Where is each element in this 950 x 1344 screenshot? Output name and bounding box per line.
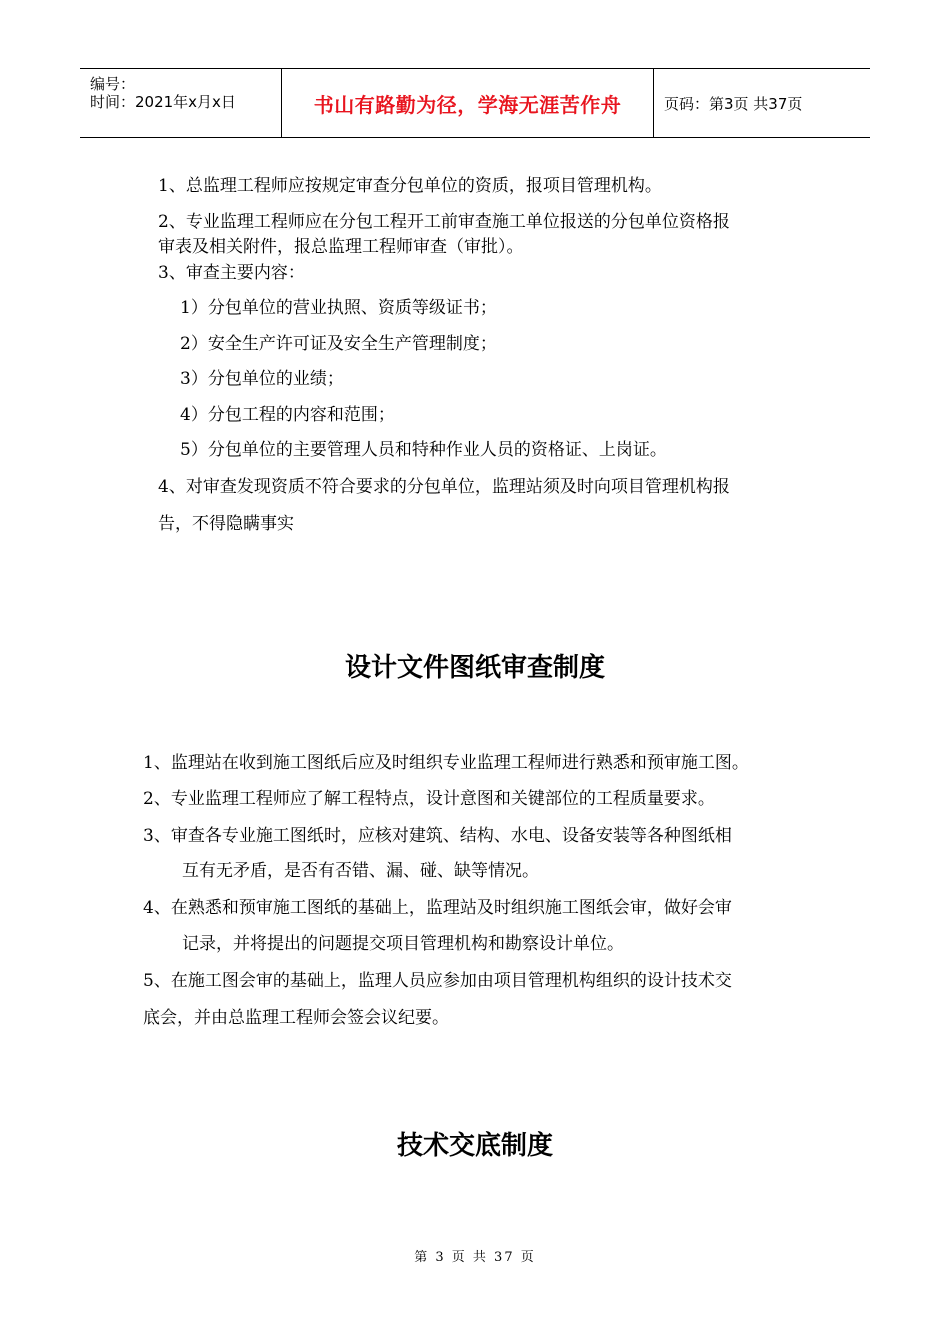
- s2-item-5-cont: 底会，并由总监理工程师会签会议纪要。: [143, 1008, 449, 1028]
- s1-subitem-5: 5）分包单位的主要管理人员和特种作业人员的资格证、上岗证。: [180, 440, 667, 460]
- s2-item-4-cont: 记录，并将提出的问题提交项目管理机构和勘察设计单位。: [182, 934, 624, 954]
- header-page-info: 页码：第3页 共37页: [664, 94, 803, 113]
- document-number-label: 编号：: [90, 75, 136, 93]
- header-motto: 书山有路勤为径，学海无涯苦作舟: [313, 92, 622, 117]
- section-title-design-review: 设计文件图纸审查制度: [344, 653, 605, 683]
- page-footer: 第 3 页 共 37 页: [414, 1250, 536, 1265]
- s1-item-2: 2、专业监理工程师应在分包工程开工前审查施工单位报送的分包单位资格报: [158, 212, 730, 232]
- s1-subitem-4: 4）分包工程的内容和范围；: [180, 405, 395, 425]
- s2-item-5: 5、在施工图会审的基础上，监理人员应参加由项目管理机构组织的设计技术交: [143, 971, 732, 991]
- s2-item-2: 2、专业监理工程师应了解工程特点，设计意图和关键部位的工程质量要求。: [143, 789, 715, 809]
- s1-item-1: 1、总监理工程师应按规定审查分包单位的资质，报项目管理机构。: [158, 176, 662, 196]
- s1-item-3: 3、审查主要内容：: [158, 263, 305, 283]
- page-header: [80, 68, 870, 138]
- s2-item-4: 4、在熟悉和预审施工图纸的基础上，监理站及时组织施工图纸会审，做好会审: [143, 898, 732, 918]
- s1-subitem-1: 1）分包单位的营业执照、资质等级证书；: [180, 298, 497, 318]
- s2-item-3: 3、审查各专业施工图纸时，应核对建筑、结构、水电、设备安装等各种图纸相: [143, 826, 732, 846]
- header-meta: [80, 69, 282, 137]
- s1-subitem-3: 3）分包单位的业绩；: [180, 369, 344, 389]
- s2-item-1: 1、监理站在收到施工图纸后应及时组织专业监理工程师进行熟悉和预审施工图。: [143, 753, 749, 773]
- header-motto-cell: [282, 69, 654, 137]
- s1-item-4-cont: 告，不得隐瞒事实: [158, 514, 294, 534]
- section-title-technical-briefing: 技术交底制度: [396, 1131, 553, 1161]
- s2-item-3-cont: 互有无矛盾，是否有否错、漏、碰、缺等情况。: [182, 861, 539, 881]
- s1-subitem-2: 2）安全生产许可证及安全生产管理制度；: [180, 334, 497, 354]
- s1-item-2-cont: 审表及相关附件，报总监理工程师审查（审批）。: [158, 237, 524, 257]
- document-date: 时间：2021年x月x日: [90, 93, 236, 111]
- s1-item-4: 4、对审查发现资质不符合要求的分包单位，监理站须及时向项目管理机构报: [158, 477, 730, 497]
